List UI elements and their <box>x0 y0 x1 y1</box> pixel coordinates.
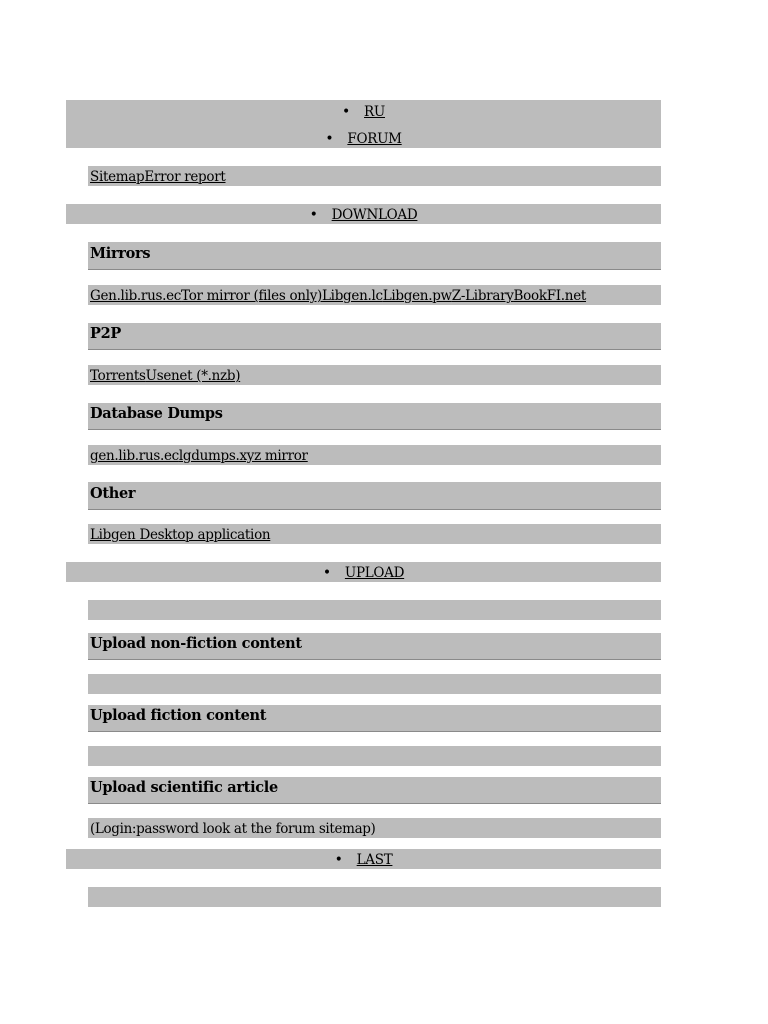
p2p-heading: P2P <box>90 325 121 342</box>
other-heading: Other <box>90 485 136 502</box>
mirror-link-libgen-pw[interactable]: Libgen.pw <box>382 288 452 304</box>
dumps-link-lgdumps[interactable]: lgdumps.xyz mirror <box>178 448 308 464</box>
sitemap-link[interactable]: Sitemap <box>90 169 145 185</box>
nav-link-last[interactable]: LAST <box>356 852 393 868</box>
other-links-row <box>90 527 270 543</box>
dumps-heading: Database Dumps <box>90 405 223 422</box>
upload-fiction-spacer <box>88 746 661 766</box>
mirror-link-bookfi[interactable]: BookFI.net <box>513 288 587 304</box>
last-spacer-bar <box>88 887 661 907</box>
nav-link-download[interactable]: DOWNLOAD <box>331 207 418 223</box>
libgen-desktop-link[interactable]: Libgen Desktop application <box>90 527 271 543</box>
bullet-icon: • <box>334 852 343 868</box>
mirror-link-libgen-lc[interactable]: Libgen.lc <box>322 288 383 304</box>
nav-item-ru <box>66 104 661 120</box>
forum-links-row <box>90 169 226 185</box>
bullet-icon: • <box>325 131 334 147</box>
nav-item-upload <box>66 565 661 581</box>
upload-nonfiction-heading: Upload non-fiction content <box>90 635 302 652</box>
mirrors-heading: Mirrors <box>90 245 151 262</box>
mirror-link-zlibrary[interactable]: Z-Library <box>451 288 514 304</box>
upload-nonfiction-spacer <box>88 674 661 694</box>
nav-link-upload[interactable]: UPLOAD <box>344 565 405 581</box>
nav-item-last <box>66 852 661 868</box>
bullet-icon: • <box>341 104 351 120</box>
mirrors-links-row <box>90 288 586 304</box>
mirror-link-genlibrus[interactable]: Gen.lib.rus.ec <box>90 288 182 304</box>
torrents-link[interactable]: Torrents <box>90 368 146 384</box>
dumps-links-row <box>90 448 308 464</box>
nav-link-forum[interactable]: FORUM <box>347 131 402 147</box>
p2p-heading-bar <box>88 323 661 350</box>
error-report-link[interactable]: Error report <box>144 169 226 185</box>
bullet-icon: • <box>309 207 318 223</box>
mirrors-heading-bar <box>88 242 661 270</box>
mirror-link-tor[interactable]: Tor mirror (files only) <box>181 288 323 304</box>
other-heading-bar <box>88 482 661 510</box>
dumps-link-genlibrus[interactable]: gen.lib.rus.ec <box>90 448 179 464</box>
usenet-link[interactable]: Usenet (*.nzb) <box>145 368 241 384</box>
login-note: (Login:password look at the forum sitemap) <box>90 821 376 837</box>
upload-spacer-bar <box>88 600 661 620</box>
upload-scientific-heading: Upload scientific article <box>90 779 278 796</box>
p2p-links-row <box>90 368 240 384</box>
nav-item-download <box>66 207 661 223</box>
bullet-icon: • <box>322 565 331 581</box>
nav-item-forum <box>66 131 661 147</box>
upload-fiction-heading: Upload fiction content <box>90 707 267 724</box>
nav-link-ru[interactable]: RU <box>364 104 385 120</box>
